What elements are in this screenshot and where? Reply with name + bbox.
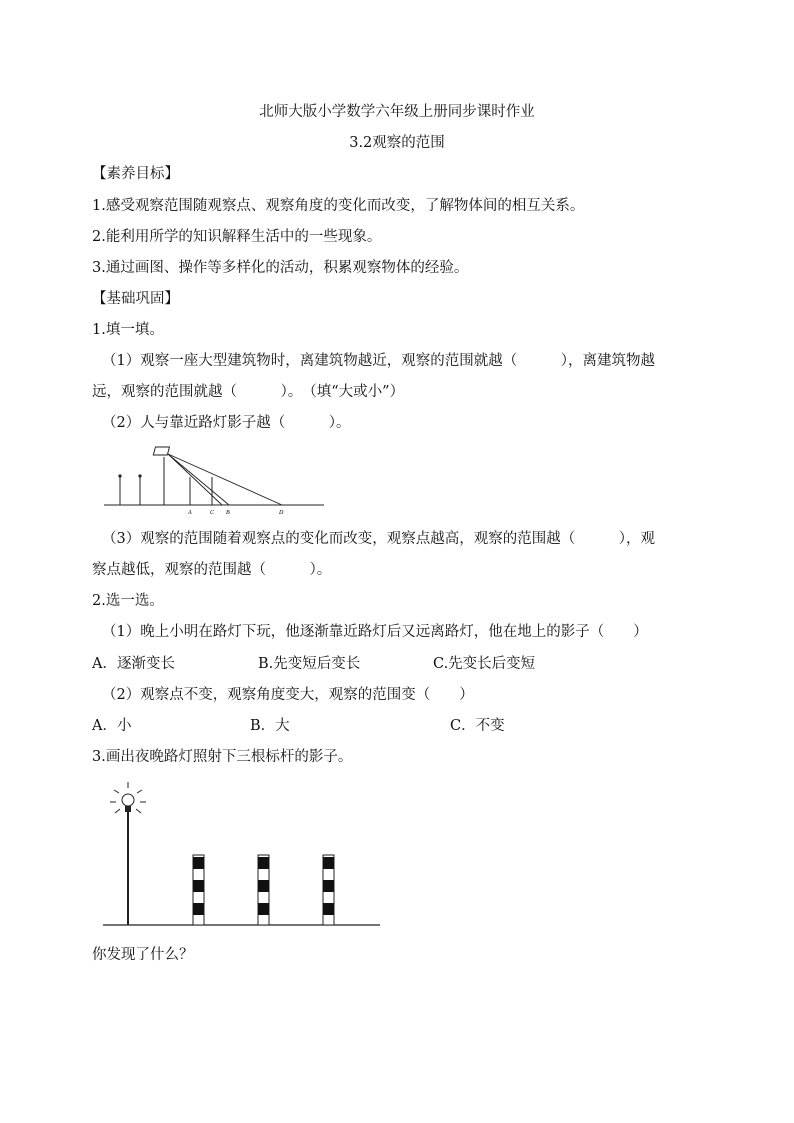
q1-part3-line1: （3）观察的范围随着观察点的变化而改变，观察点越高，观察的范围越（ ），观 [102, 531, 655, 547]
q3-heading: 3.画出夜晚路灯照射下三根标杆的影子。 [92, 749, 353, 765]
goal-1: 1.感受观察范围随观察点、观察角度的变化而改变，了解物体间的相互关系。 [92, 198, 585, 214]
section-goals-heading: 【素养目标】 [92, 166, 179, 182]
q2-part1-option-b: B.先变短后变长 [258, 656, 361, 672]
q1-part1-line1: （1）观察一座大型建筑物时，离建筑物越近，观察的范围就越（ ），离建筑物越 [102, 353, 655, 369]
q1-part1-line2: 远，观察的范围就越（ ）。 （填“大或小”） [92, 384, 405, 400]
q3-followup: 你发现了什么？ [92, 947, 194, 963]
light-ray-d [168, 454, 282, 505]
label-d: D [279, 510, 284, 516]
q1-part3-line2: 察点越低，观察的范围越（ ）。 [92, 562, 332, 578]
lamp-poles-figure [100, 780, 390, 930]
q1-heading: 1.填一填。 [92, 322, 164, 338]
q2-part2: （2）观察点不变，观察角度变大，观察的范围变（ ） [102, 687, 474, 703]
section-basic-heading: 【基础巩固】 [92, 291, 179, 307]
label-c: C [210, 510, 215, 516]
marker-pole-2 [258, 855, 269, 925]
label-b: B [226, 510, 230, 516]
page-subtitle: 3.2观察的范围 [349, 135, 445, 151]
q2-part2-option-b: B．大 [250, 718, 290, 734]
marker-pole-3 [323, 855, 334, 925]
light-bulb-icon [110, 782, 146, 813]
goal-2: 2.能利用所学的知识解释生活中的一些现象。 [92, 229, 382, 245]
lamp-head-icon [153, 447, 169, 455]
light-ray-b [168, 454, 229, 505]
q2-part2-option-c: C．不变 [450, 718, 505, 734]
q2-part1-option-a: A．逐渐变长 [92, 656, 175, 672]
lamp-shadow-figure [102, 445, 332, 515]
q2-heading: 2.选一选。 [92, 593, 164, 609]
page-title: 北师大版小学数学六年级上册同步课时作业 [259, 104, 535, 120]
label-a: A [188, 510, 192, 516]
light-ray-a [168, 454, 222, 505]
q2-part2-option-a: A．小 [92, 718, 132, 734]
marker-pole-1 [193, 855, 204, 925]
q2-part1: （1）晚上小明在路灯下玩，他逐渐靠近路灯后又远离路灯，他在地上的影子（ ） [102, 624, 648, 640]
q1-part2: （2）人与靠近路灯影子越（ ）。 [102, 415, 351, 431]
q2-part1-option-c: C.先变长后变短 [433, 656, 536, 672]
goal-3: 3.通过画图、操作等多样化的活动，积累观察物体的经验。 [92, 260, 469, 276]
